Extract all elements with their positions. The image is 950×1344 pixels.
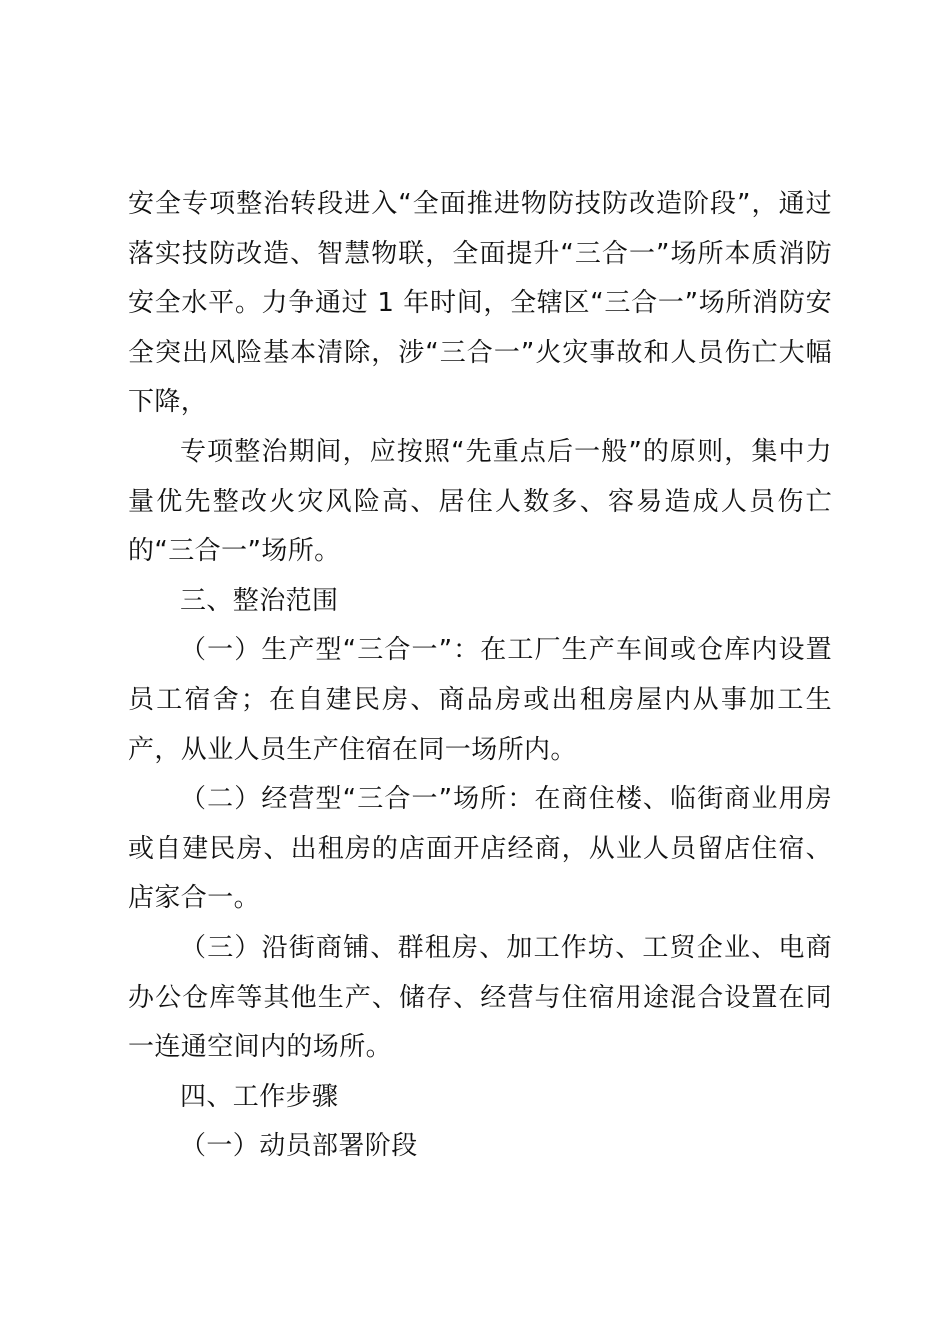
scope-item-production: （一）生产型“三合一”：在工厂生产车间或仓库内设置员工宿舍；在自建民房、商品房或出租房屋内从事加工生产，从业人员生产住宿在同一场所内。: [128, 635, 832, 765]
paragraph-continuation: 安全专项整治转段进入“全面推进物防技防改造阶段”，通过落实技防改造、智慧物联，全面提升“三合一”场所本质消防安全水平。力争通过 1 年时间，全辖区“三合一”场所消防安全突出风险基本清除，涉“三合一”火灾事故和人员伤亡大幅下降，: [128, 189, 832, 418]
scope-item-other: （三）沿街商铺、群租房、加工作坊、工贸企业、电商办公仓库等其他生产、储存、经营与住宿用途混合设置在同一连通空间内的场所。: [128, 932, 832, 1063]
document-body: [128, 180, 832, 1172]
subsection-heading-mobilization: （一）动员部署阶段: [180, 1131, 418, 1162]
paragraph-rectification-principle: 专项整治期间，应按照“先重点后一般”的原则，集中力量优先整改火灾风险高、居住人数多、容易造成人员伤亡的“三合一”场所。: [128, 436, 832, 567]
section-heading-work-steps: 四、工作步骤: [180, 1081, 339, 1112]
section-heading-scope: 三、整治范围: [180, 585, 339, 616]
scope-item-business: （二）经营型“三合一”场所：在商住楼、临街商业用房或自建民房、出租房的店面开店经商，从业人员留店住宿、店家合一。: [128, 784, 832, 914]
